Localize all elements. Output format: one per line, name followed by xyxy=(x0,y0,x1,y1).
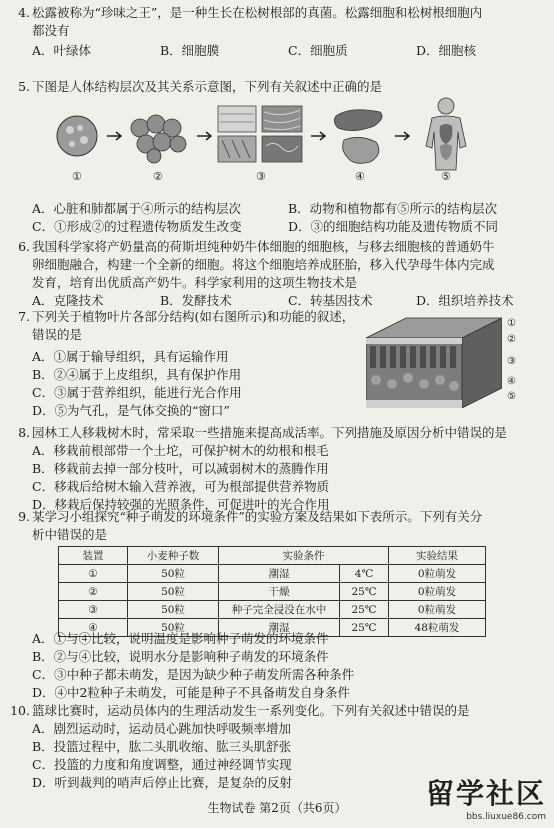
option-b: B．发酵技术 xyxy=(160,293,232,308)
option-b: B．细胞膜 xyxy=(160,43,220,58)
tissue-illustrations xyxy=(216,104,306,164)
figure-label-2: ② xyxy=(507,334,516,345)
figure-label-3: ③ xyxy=(256,170,266,183)
figure-label-4: ④ xyxy=(355,170,365,183)
table-cell: ② xyxy=(59,583,128,601)
table-cell: 0粒萌发 xyxy=(389,583,486,601)
table-cell: ④ xyxy=(59,619,128,637)
question-stem: 松露被称为“珍味之王”，是一种生长在松树根部的真菌。松露细胞和松树根细胞内 xyxy=(32,5,483,20)
option-d: D．③的细胞结构功能及遗传物质不同 xyxy=(288,219,499,234)
question-number: 10. xyxy=(10,703,30,718)
question-number: 4. xyxy=(18,5,30,20)
options-row xyxy=(32,218,544,236)
table-cell: 50粒 xyxy=(128,601,219,619)
option-d: D．听到裁判的哨声后停止比赛，是复杂的反射 xyxy=(32,775,293,790)
experiment-table xyxy=(58,546,486,637)
figure-label-3: ③ xyxy=(507,356,516,367)
table-cell: 0粒萌发 xyxy=(389,601,486,619)
table-cell: ① xyxy=(59,565,128,583)
question-stem: 某学习小组探究“种子萌发的环境条件”的实验方案及结果如下表所示。下列有关分 xyxy=(32,509,483,524)
question-number: 8. xyxy=(18,425,30,440)
option-a: A．克隆技术 xyxy=(32,293,104,308)
table-header: 小麦种子数 xyxy=(128,547,219,565)
question-stem-continued: 卵细胞融合，构建一个全新的细胞。将这个细胞培养成胚胎，移入代孕母牛体内完成 xyxy=(32,257,495,272)
question-stem-continued: 析中错误的是 xyxy=(32,527,108,542)
question-stem: 篮球比赛时，运动员体内的生理活动发生一系列变化。下列有关叙述中错误的是 xyxy=(32,703,470,718)
body-structure-figure xyxy=(28,104,478,184)
option-a: A．剧烈运动时，运动员心跳加快呼吸频率增加 xyxy=(32,721,292,736)
table-cell: 0粒萌发 xyxy=(389,565,486,583)
table-cell: 干燥 xyxy=(219,583,340,601)
figure-label-5: ⑤ xyxy=(507,391,516,402)
option-c: C．转基因技术 xyxy=(288,293,373,308)
arrow-icon xyxy=(106,104,124,164)
question-9-options xyxy=(10,630,544,702)
question-stem-continued: 错误的是 xyxy=(32,327,83,342)
table-header: 实验条件 xyxy=(219,547,389,565)
option-b: B．投篮过程中，肱二头肌收缩、肱三头肌舒张 xyxy=(32,739,292,754)
question-number: 5. xyxy=(18,79,30,94)
question-9 xyxy=(10,508,544,544)
option-a: A．心脏和肺都属于④所示的结构层次 xyxy=(32,201,242,216)
table-cell: 48粒萌发 xyxy=(389,619,486,637)
figure-label-4: ④ xyxy=(507,376,516,387)
organ-illustrations xyxy=(330,104,390,164)
table-header: 装置 xyxy=(59,547,128,565)
table-cell: 潮湿 xyxy=(219,565,340,583)
option-d: D．④中2粒种子未萌发，可能是种子不具备萌发自身条件 xyxy=(32,685,350,700)
option-b: B．②④属于上皮组织，具有保护作用 xyxy=(32,367,242,382)
option-c: C．投篮的力度和角度调整，通过神经调节实现 xyxy=(32,757,292,772)
watermark-url: bbs.liuxue86.com xyxy=(466,812,546,822)
option-c: C．①形成②的过程遗传物质发生改变 xyxy=(32,219,242,234)
table-row xyxy=(59,565,486,583)
table-cell: 50粒 xyxy=(128,619,219,637)
table-row xyxy=(59,583,486,601)
option-c: C．移栽后给树木输入营养液，可为根部提供营养物质 xyxy=(32,479,330,494)
page-footer: 生物试卷 第2页（共6页） xyxy=(207,801,347,815)
human-body-illustration xyxy=(416,96,476,172)
question-number: 6. xyxy=(18,239,30,254)
figure-label-5: ⑤ xyxy=(441,170,451,183)
option-d: D．⑤为气孔，是气体交换的“窗口” xyxy=(32,403,230,418)
option-a: A．移栽前根部带一个土坨，可保护树木的幼根和根毛 xyxy=(32,443,329,458)
table-cell: 50粒 xyxy=(128,583,219,601)
table-cell: ③ xyxy=(59,601,128,619)
option-c: C．③中种子都未萌发，是因为缺少种子萌发所需各种条件 xyxy=(32,667,355,682)
question-stem: 园林工人移栽树木时，常采取一些措施来提高成活率。下列措施及原因分析中错误的是 xyxy=(32,425,508,440)
question-number: 7. xyxy=(18,309,30,324)
cell-illustration xyxy=(52,104,102,164)
table-header: 实验结果 xyxy=(389,547,486,565)
cell-cluster-illustration xyxy=(126,104,190,164)
question-stem: 下列关于植物叶片各部分结构(如右图所示)和功能的叙述， xyxy=(32,309,355,324)
watermark-logo: 留学社区 xyxy=(425,777,546,810)
question-stem-continued: 发育，培育出优质高产奶牛。科学家利用的这项生物技术是 xyxy=(32,275,358,290)
option-a: A．叶绿体 xyxy=(32,43,92,58)
table-cell: 50粒 xyxy=(128,565,219,583)
arrow-icon xyxy=(394,104,412,164)
question-stem: 下图是人体结构层次及其关系示意图，下列有关叙述中正确的是 xyxy=(32,79,383,94)
options-row xyxy=(32,200,544,218)
option-c: C．细胞质 xyxy=(288,43,348,58)
arrow-icon xyxy=(310,104,328,164)
question-stem: 我国科学家将产奶量高的荷斯坦纯种奶牛体细胞的细胞核，与移去细胞核的普通奶牛 xyxy=(32,239,495,254)
options-row xyxy=(32,42,544,60)
watermark xyxy=(426,772,546,822)
table-cell: 种子完全浸没在水中 xyxy=(219,601,340,619)
option-d: D．组织培养技术 xyxy=(416,293,514,308)
question-stem-continued: 都没有 xyxy=(32,23,70,38)
arrow-icon xyxy=(196,104,214,164)
question-5 xyxy=(10,78,544,96)
question-8 xyxy=(10,424,544,514)
table-row xyxy=(59,601,486,619)
table-cell: 25℃ xyxy=(340,619,389,637)
table-cell: 25℃ xyxy=(340,601,389,619)
question-number: 9. xyxy=(18,509,30,524)
question-6 xyxy=(10,238,544,310)
option-c: C．③属于营养组织，能进行光合作用 xyxy=(32,385,242,400)
option-d: D．移栽后保持较强的光照条件，可促进叶的光合作用 xyxy=(32,497,330,512)
option-a: A．①与④比较，说明温度是影响种子萌发的环境条件 xyxy=(32,631,329,646)
question-4 xyxy=(10,4,544,60)
option-b: B．移栽前去掉一部分枝叶，可以减弱树木的蒸腾作用 xyxy=(32,461,329,476)
option-b: B．②与④比较，说明水分是影响种子萌发的环境条件 xyxy=(32,649,329,664)
table-header-row xyxy=(59,547,486,565)
figure-label-2: ② xyxy=(153,170,163,183)
table-cell: 潮湿 xyxy=(219,619,340,637)
figure-label-1: ① xyxy=(507,318,516,329)
leaf-structure-figure xyxy=(366,316,526,408)
option-a: A．①属于输导组织，具有运输作用 xyxy=(32,349,229,364)
figure-label-1: ① xyxy=(72,170,82,183)
table-cell: 4℃ xyxy=(340,565,389,583)
option-b: B．动物和植物都有⑤所示的结构层次 xyxy=(288,201,498,216)
question-5-options xyxy=(10,200,544,236)
option-d: D．细胞核 xyxy=(416,43,477,58)
table-cell: 25℃ xyxy=(340,583,389,601)
question-7 xyxy=(10,308,364,420)
